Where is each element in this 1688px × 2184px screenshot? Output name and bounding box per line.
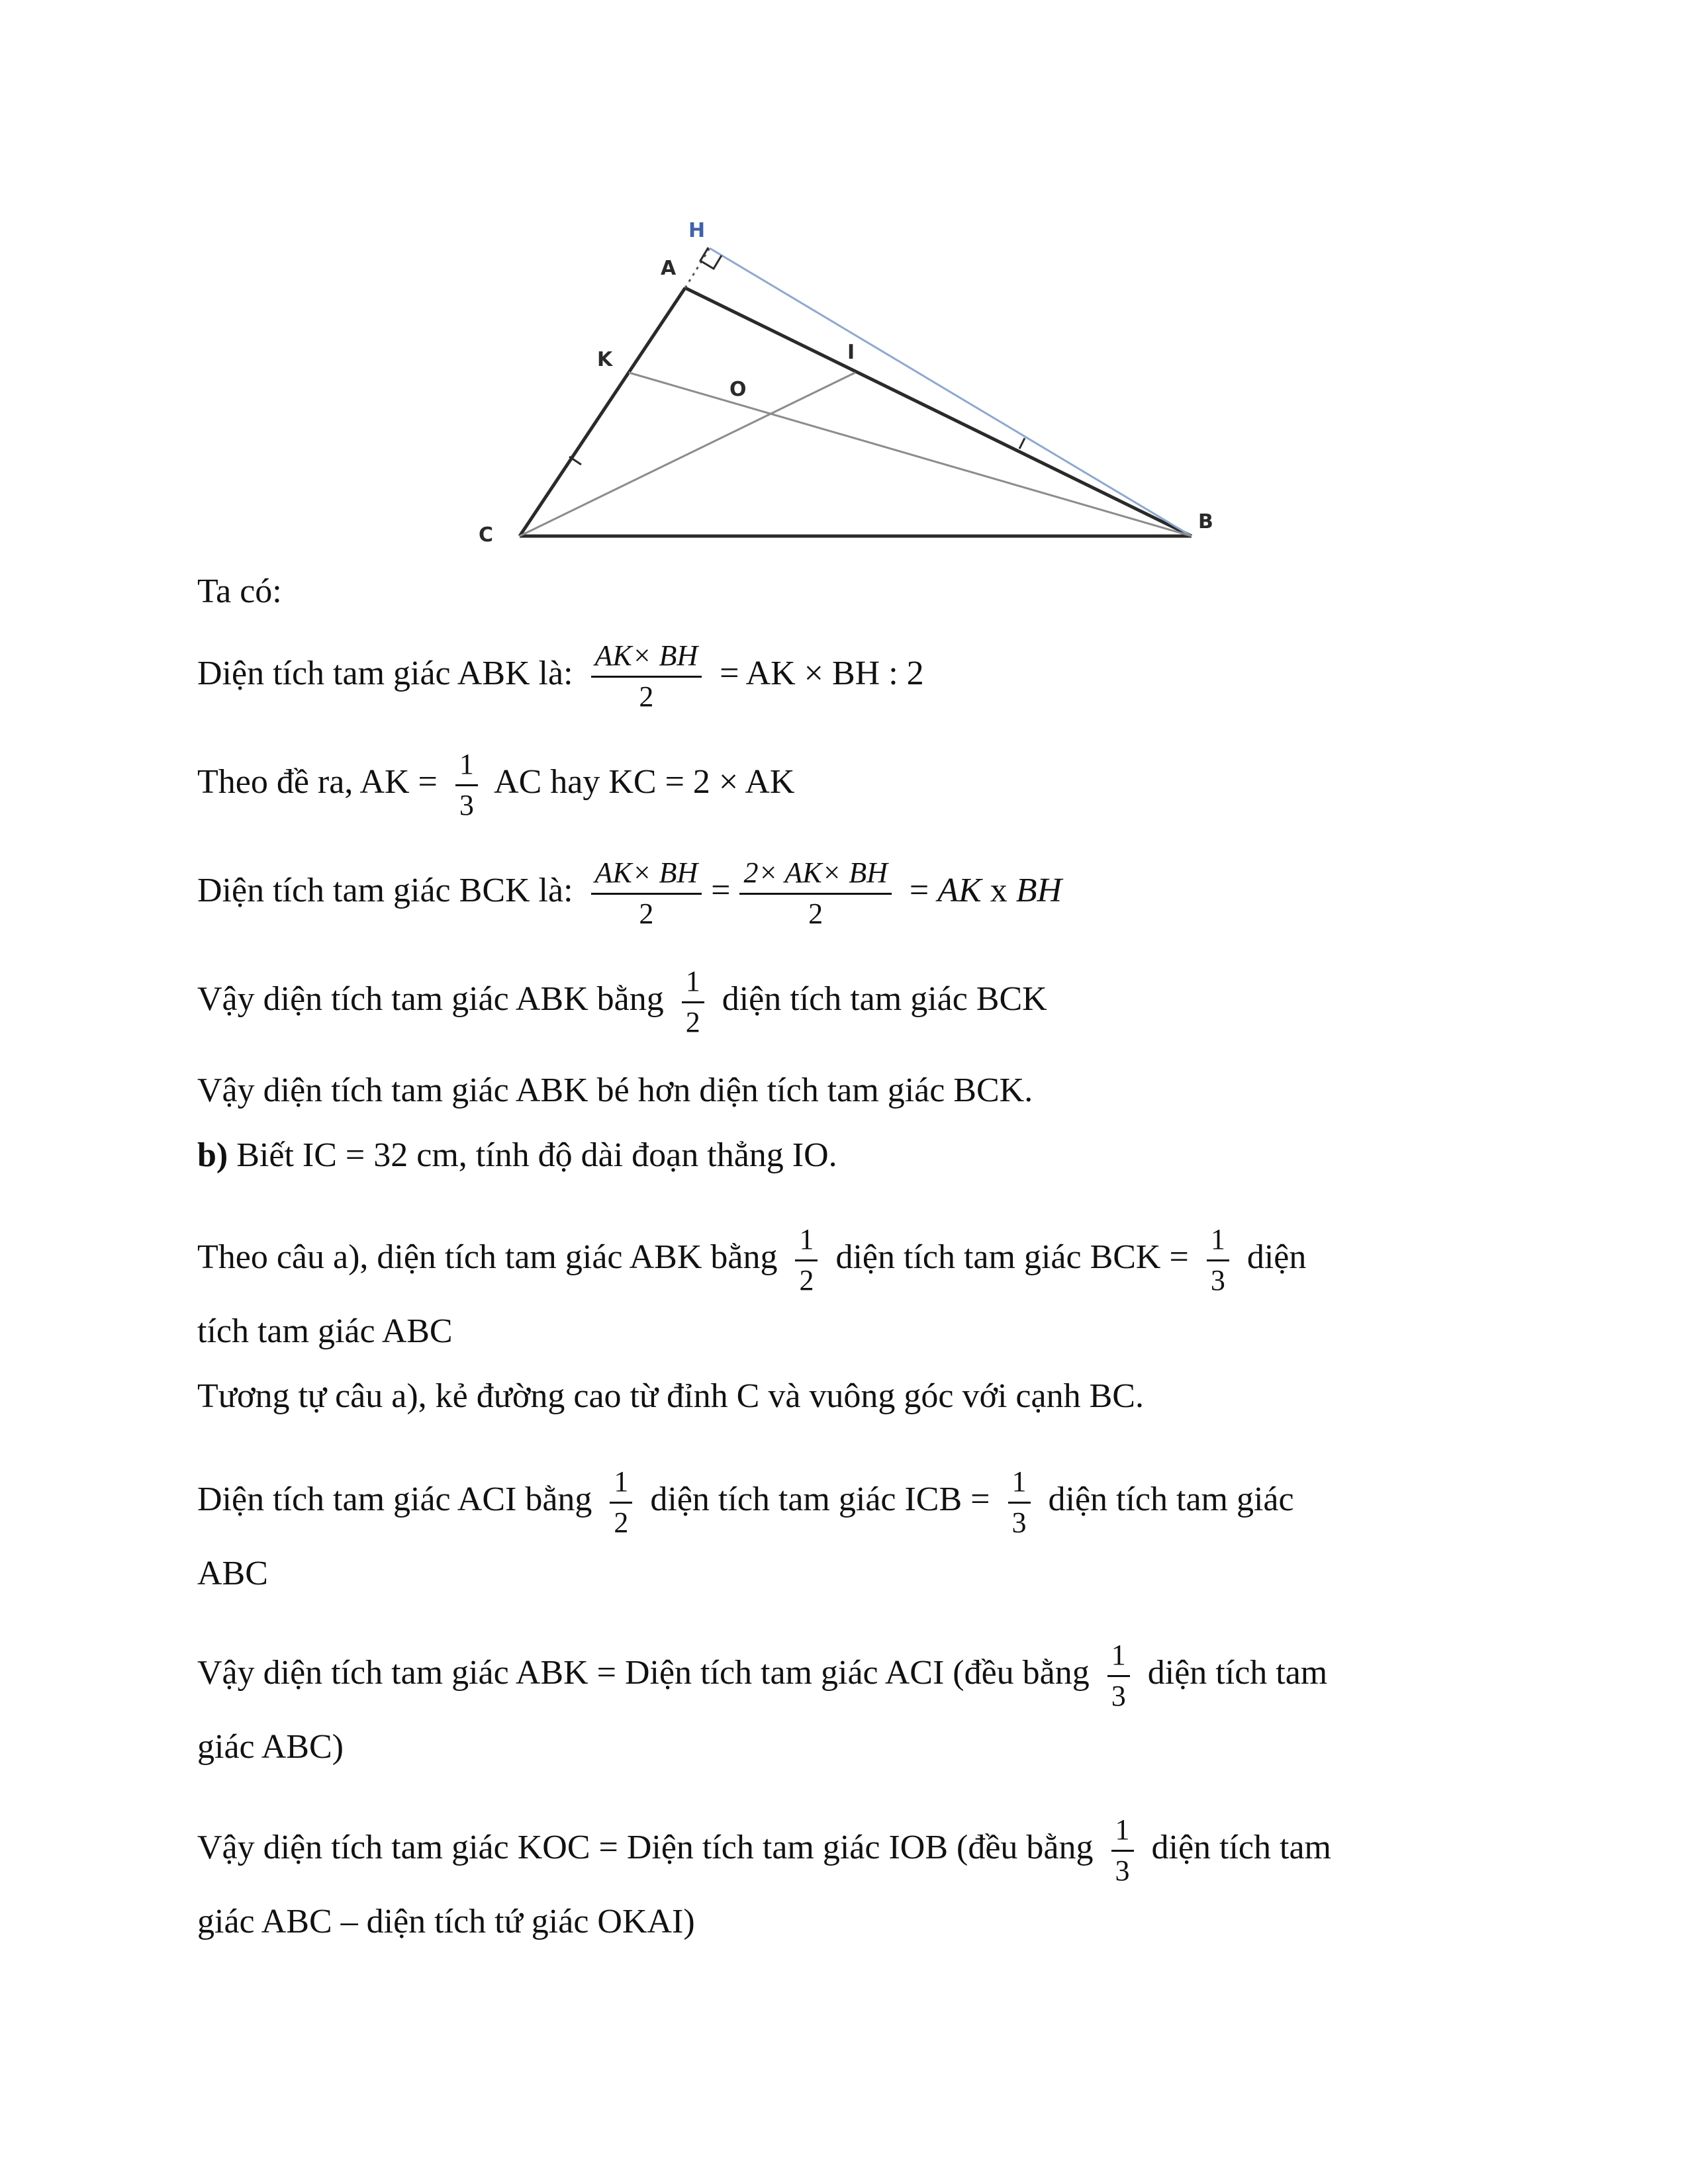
conclusion-half-rest: diện tích tam giác BCK (722, 980, 1047, 1019)
area-aci-end: diện tích tam giác (1048, 1480, 1294, 1519)
area-abk-label: Diện tích tam giác ABK là: (197, 655, 573, 693)
area-abk-result: = AK × BH : 2 (720, 655, 924, 693)
intro-text: Ta có: (197, 572, 282, 610)
line-similar-altitude (197, 1379, 1144, 1414)
line-part-b-step1-cont (197, 1314, 453, 1349)
extension-ah (685, 248, 710, 288)
koc-equals-iob-end: diện tích tam (1151, 1829, 1331, 1867)
fraction-one-third (1008, 1465, 1031, 1539)
fraction-one-half (610, 1465, 632, 1539)
altitude-bh (710, 248, 1192, 536)
side-ca (520, 288, 685, 536)
koc-equals-iob-continuation: giác ABC – diện tích tứ giác OKAI) (197, 1903, 695, 1940)
right-angle-marker (700, 248, 722, 269)
fraction-denominator: 2 (685, 1005, 700, 1038)
label-c: C (479, 523, 494, 547)
result-x: x (990, 872, 1008, 910)
line-area-abk (197, 639, 924, 713)
line-given-ak (197, 748, 794, 822)
part-b-question: Biết IC = 32 cm, tính độ dài đoạn thẳng IO. (236, 1136, 837, 1174)
label-h: H (688, 219, 706, 242)
given-ak-rest: AC hay KC = 2 × AK (494, 763, 795, 801)
part-b-label: b) (197, 1136, 228, 1174)
abk-equals-aci-end: diện tích tam (1147, 1654, 1328, 1692)
fraction-numerator: 1 (795, 1223, 818, 1261)
fraction-one-third (1111, 1813, 1134, 1888)
line-area-aci (197, 1465, 1294, 1539)
fraction-one-half (682, 965, 704, 1039)
line-intro (197, 574, 282, 609)
koc-equals-iob-text: Vậy diện tích tam giác KOC = Diện tích tam giác IOB (đều bằng (197, 1829, 1094, 1867)
area-aci-text: Diện tích tam giác ACI bằng (197, 1480, 592, 1519)
step1-mid: diện tích tam giác BCK = (835, 1238, 1189, 1277)
similar-altitude-text: Tương tự câu a), kẻ đường cao từ đỉnh C và vuông góc với cạnh BC. (197, 1377, 1144, 1415)
result-ak: AK (937, 872, 982, 910)
fraction-2ak-bh-over-2 (739, 856, 891, 931)
segment-ci (520, 373, 855, 536)
line-abk-equals-aci-cont (197, 1730, 344, 1764)
line-conclusion-smaller (197, 1073, 1033, 1108)
line-part-b-step1 (197, 1223, 1306, 1297)
fraction-denominator: 3 (1115, 1854, 1130, 1887)
fraction-numerator: AK× BH (591, 639, 702, 678)
fraction-numerator: 1 (1107, 1639, 1130, 1677)
line-abk-equals-aci (197, 1639, 1327, 1713)
step1-text: Theo câu a), diện tích tam giác ABK bằng (197, 1238, 778, 1277)
fraction-numerator: 1 (682, 965, 704, 1003)
area-aci-mid: diện tích tam giác ICB = (650, 1480, 990, 1519)
label-i: I (847, 341, 855, 364)
given-ak-text: Theo đề ra, AK = (197, 763, 438, 801)
fraction-denominator: 3 (1011, 1506, 1027, 1539)
fraction-one-third (455, 748, 478, 822)
equals-sign: = (711, 872, 731, 910)
fraction-numerator: 1 (455, 748, 478, 786)
fraction-numerator: 1 (1207, 1223, 1229, 1261)
abk-equals-aci-text: Vậy diện tích tam giác ABK = Diện tích tam giác ACI (đều bằng (197, 1654, 1090, 1692)
fraction-one-third (1207, 1223, 1229, 1297)
fraction-denominator: 2 (639, 897, 654, 930)
step1-end: diện (1246, 1238, 1307, 1277)
result-bh: BH (1015, 872, 1062, 910)
fraction-one-third (1107, 1639, 1130, 1713)
step1-continuation: tích tam giác ABC (197, 1312, 453, 1350)
line-area-bck (197, 856, 1062, 931)
label-a: A (661, 257, 677, 280)
label-b: B (1198, 510, 1213, 533)
fraction-numerator: 1 (1008, 1465, 1031, 1504)
label-k: K (597, 348, 613, 371)
fraction-one-half (795, 1223, 818, 1297)
line-conclusion-half (197, 965, 1047, 1039)
fraction-ak-bh-over-2 (591, 639, 702, 713)
fraction-denominator: 2 (639, 680, 654, 713)
equals-sign: = (909, 872, 929, 910)
area-bck-label: Diện tích tam giác BCK là: (197, 872, 573, 910)
abk-equals-aci-continuation: giác ABC) (197, 1728, 344, 1766)
conclusion-smaller-text: Vậy diện tích tam giác ABK bé hơn diện tích tam giác BCK. (197, 1071, 1033, 1109)
conclusion-half-text: Vậy diện tích tam giác ABK bằng (197, 980, 664, 1019)
line-koc-equals-iob-cont (197, 1905, 695, 1939)
fraction-denominator: 2 (799, 1263, 814, 1297)
label-o: O (729, 378, 747, 401)
area-aci-continuation: ABC (197, 1555, 268, 1592)
fraction-denominator: 2 (614, 1506, 629, 1539)
fraction-ak-bh-over-2 (591, 856, 702, 931)
line-part-b (197, 1138, 837, 1173)
fraction-denominator: 3 (1210, 1263, 1225, 1297)
line-koc-equals-iob (197, 1813, 1331, 1888)
line-area-aci-cont (197, 1557, 268, 1591)
fraction-denominator: 3 (1111, 1679, 1126, 1712)
fraction-denominator: 2 (808, 897, 823, 930)
tick-mark-ib (1019, 438, 1025, 449)
fraction-numerator: AK× BH (591, 856, 702, 895)
fraction-numerator: 2× AK× BH (739, 856, 891, 895)
fraction-numerator: 1 (610, 1465, 632, 1504)
fraction-numerator: 1 (1111, 1813, 1134, 1852)
triangle-figure (450, 185, 1225, 569)
fraction-denominator: 3 (459, 788, 474, 821)
